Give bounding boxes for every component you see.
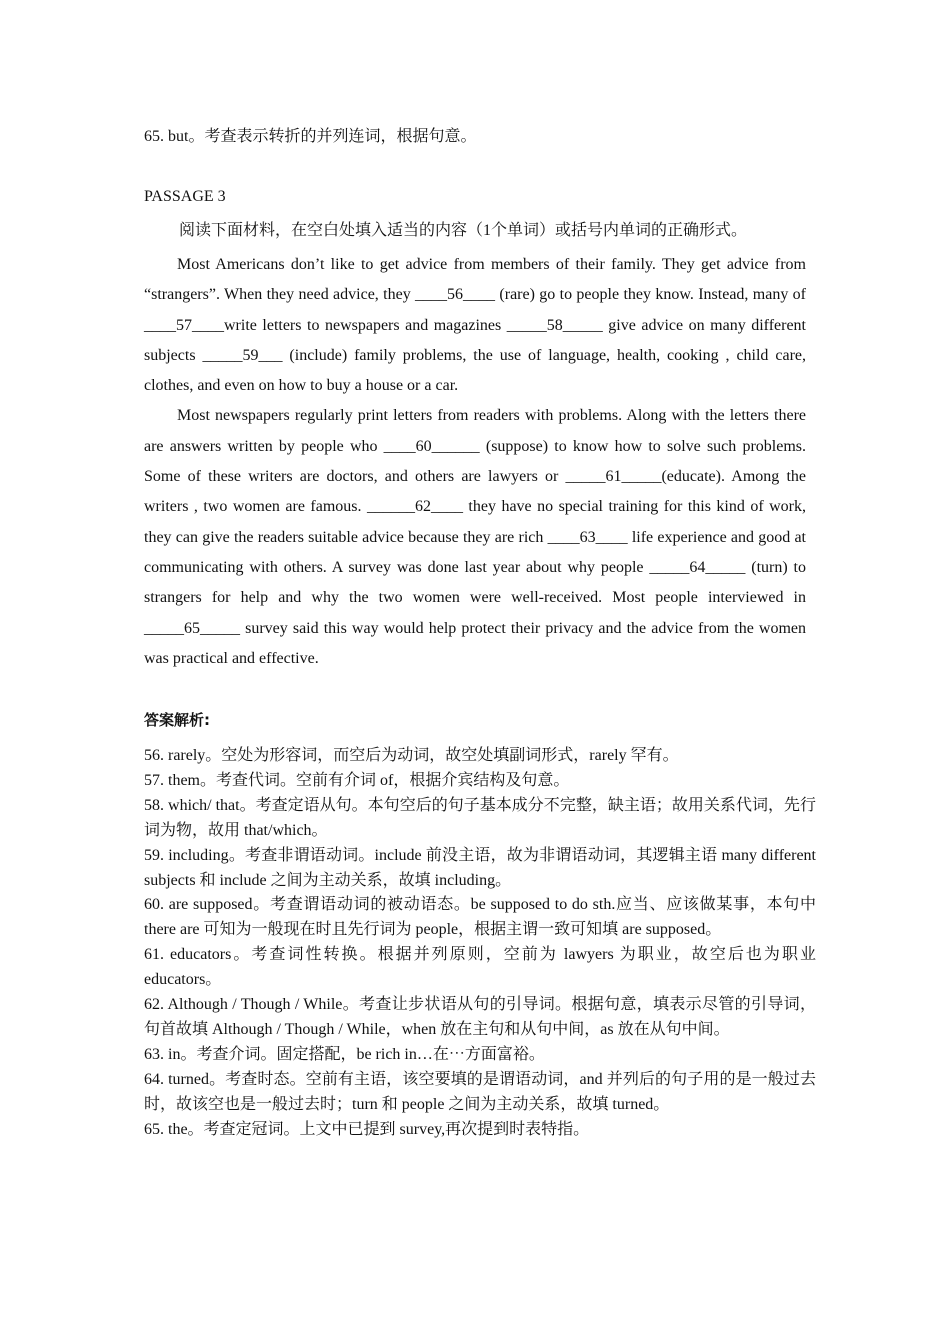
answer-item: 57. them。考查代词。空前有介词 of，根据介宾结构及句意。 — [144, 771, 570, 789]
answer-item: 58. which/ that。考查定语从句。本句空后的句子基本成分不完整，缺主语；故用关系代词，先行词为物，故用 that/which。 — [144, 796, 816, 839]
answer-item: 61. educators。考查词性转换。根据并列原则，空前为 lawyers 为职业，故空后也为职业 educators。 — [144, 946, 816, 989]
answer-item: 65. the。考查定冠词。上文中已提到 survey,再次提到时表特指。 — [144, 1120, 590, 1138]
passage-body — [144, 250, 806, 674]
answer-item: 64. turned。考查时态。空前有主语，该空要填的是谓语动词，and 并列后的句子用的是一般过去时，故该空也是一般过去时；turn 和 people 之间为主动关系，故填 turned。 — [144, 1070, 816, 1113]
answers-heading: 答案解析: — [144, 711, 210, 729]
answer-item: 63. in。考查介词。固定搭配，be rich in…在⋯方面富裕。 — [144, 1045, 545, 1063]
answer-list — [144, 744, 816, 1143]
passage-paragraph: Most newspapers regularly print letters from readers with problems. Along with the letters there are answers written by people who ____60______ (suppose) to know how to solve such problems. Some of these writers are doctors, and others are lawyers or _____61_____(educate). Among the writers , two women are famous. ______62____ they have no special training for this kind of work, they can give the readers suitable advice because they are rich ____63____ life experience and good at communicating with others. A survey was done last year about why people _____64_____ (turn) to strangers for help and why the two women were well-received. Most people interviewed in _____65_____ survey said this way would help protect their privacy and the advice from the women was practical and effective. — [144, 407, 806, 667]
answer-item: 59. including。考查非谓语动词。include 前没主语，故为非谓语动词，其逻辑主语 many different subjects 和 include 之间为主动关系，故填 including。 — [144, 846, 816, 889]
passage-paragraph: Most Americans don’t like to get advice from members of their family. They get advice from “strangers”. When they need advice, they ____56____ (rare) go to people they know. Instead, many of ____57____write letters to newspapers and magazines _____58_____ give advice on many different subjects _____59___ (include) family problems, the use of language, health, cooking , child care, clothes, and even on how to buy a house or a car. — [144, 256, 806, 395]
answer-item: 60. are supposed。考查谓语动词的被动语态。be supposed to do sth.应当、应该做某事，本句中 there are 可知为一般现在时且先行词为 people，根据主谓一致可知填 are supposed。 — [144, 896, 816, 939]
previous-answer-line: 65. but。考查表示转折的并列连词，根据句意。 — [144, 128, 477, 145]
answer-item: 62. Although / Though / While。考查让步状语从句的引导词。根据句意，填表示尽管的引导词，句首故填 Although / Though / While，when 放在主句和从句中间，as 放在从句中间。 — [144, 996, 816, 1038]
passage-title: PASSAGE 3 — [144, 188, 226, 205]
instruction: 阅读下面材料，在空白处填入适当的内容（1个单词）或括号内单词的正确形式。 — [179, 222, 748, 239]
answer-item: 56. rarely。空处为形容词，而空后为动词，故空处填副词形式，rarely 罕有。 — [144, 747, 679, 764]
